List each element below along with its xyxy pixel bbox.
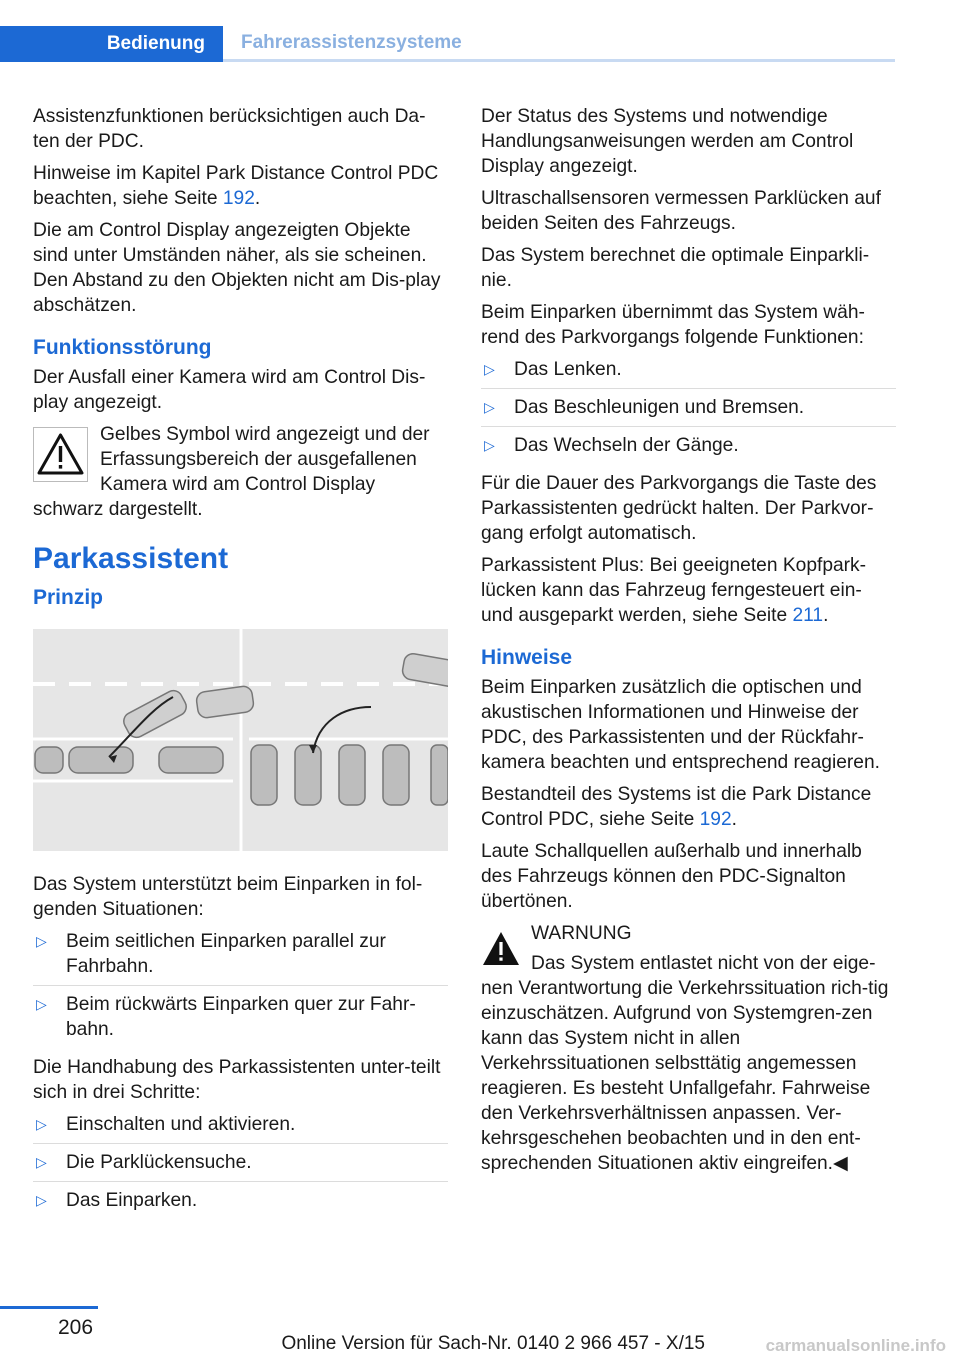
triangle-bullet-icon: ▷ bbox=[36, 1116, 47, 1132]
list-item bbox=[481, 395, 896, 427]
triangle-bullet-icon: ▷ bbox=[484, 437, 495, 453]
situation-list bbox=[33, 929, 448, 1048]
list-item-text: Die Parklückensuche. bbox=[66, 1152, 252, 1173]
list-item bbox=[33, 1112, 448, 1144]
list-item bbox=[33, 1188, 448, 1219]
paragraph: Laute Schallquellen außerhalb und innerhalb des Fahrzeugs können den PDC-Signalton übertönen. bbox=[481, 841, 862, 912]
paragraph: Assistenzfunktionen berücksichtigen auch Da-ten der PDC. bbox=[33, 106, 426, 152]
list-item-text: Beim rückwärts Einparken quer zur Fahr-bahn. bbox=[66, 994, 416, 1040]
list-item bbox=[481, 433, 896, 464]
paragraph: Beim Einparken übernimmt das System wäh-rend des Parkvorgangs folgende Funktionen: bbox=[481, 302, 865, 348]
triangle-bullet-icon: ▷ bbox=[36, 996, 47, 1012]
list-item bbox=[33, 929, 448, 986]
paragraph: Die am Control Display angezeigten Objekte sind unter Umständen näher, als sie scheinen. Den Abstand zu den Objekten nicht am Dis-play abschätzen. bbox=[33, 220, 441, 316]
section-heading-hinweise: Hinweise bbox=[481, 646, 573, 669]
page-number: 206 bbox=[58, 1316, 94, 1339]
warning-title: WARNUNG bbox=[531, 923, 632, 944]
warning-text: Das System entlastet nicht von der eige- bbox=[531, 953, 876, 974]
warning-text-tail: nen Verantwortung die Verkehrssituation rich-tig einzuschätzen. Aufgrund von Systemgren-zen kann das System nicht in allen Verkehrssituationen selbsttätig angemessen reagieren. Es besteht Unfallgefahr. Fahrweise den Verkehrsverhältnissen anpassen. Ver-kehrsgeschehen beobachten und in den ent-sprechenden Situationen aktiv eingreifen.◀ bbox=[481, 978, 889, 1174]
tab-bedienung[interactable]: Bedienung bbox=[0, 26, 223, 62]
paragraph-text: Parkassistent Plus: Bei geeigneten Kopfpark-lücken kann das Fahrzeug ferngesteuert ein- und ausgeparkt werden, siehe Seite bbox=[481, 555, 867, 626]
triangle-bullet-icon: ▷ bbox=[484, 361, 495, 377]
warning-triangle-icon bbox=[481, 929, 521, 969]
paragraph-text: . bbox=[254, 188, 261, 209]
paragraph: Das System unterstützt beim Einparken in fol-genden Situationen: bbox=[33, 874, 423, 920]
warning-text-tail: schwarz dargestellt. bbox=[33, 499, 203, 520]
paragraph: Das System berechnet die optimale Einparkli-nie. bbox=[481, 245, 870, 291]
paragraph: Beim Einparken zusätzlich die optischen und akustischen Informationen und Hinweise der PDC, des Parkassistenten und der Rückfahr-kamera beachten und entsprechend reagieren. bbox=[481, 677, 880, 773]
warning-triangle-icon bbox=[33, 427, 88, 482]
warning-note bbox=[33, 422, 448, 522]
list-item bbox=[33, 992, 448, 1048]
paragraph-text: . bbox=[731, 809, 737, 830]
paragraph: Der Status des Systems und notwendige Handlungsanweisungen werden am Control Display angezeigt. bbox=[481, 106, 854, 177]
list-item-text: Einschalten und aktivieren. bbox=[66, 1114, 296, 1135]
triangle-bullet-icon: ▷ bbox=[36, 1192, 47, 1208]
paragraph-text: Bestandteil des Systems ist die Park Distance Control PDC, siehe Seite bbox=[481, 784, 872, 830]
triangle-bullet-icon: ▷ bbox=[484, 399, 495, 415]
parking-diagram bbox=[33, 629, 448, 851]
paragraph: Die Handhabung des Parkassistenten unter-teilt sich in drei Schritte: bbox=[33, 1057, 441, 1103]
paragraph-text: Hinweise im Kapitel Park Distance Control PDC beachten, siehe Seite bbox=[33, 163, 439, 209]
list-item bbox=[481, 357, 896, 389]
triangle-bullet-icon: ▷ bbox=[36, 933, 47, 949]
watermark: carmanualsonline.info bbox=[765, 1336, 946, 1355]
warning-text: Gelbes Symbol wird angezeigt und der Erfassungsbereich der ausgefallenen Kamera wird am Control Display bbox=[100, 424, 430, 495]
list-item-text: Das Einparken. bbox=[66, 1190, 198, 1211]
paragraph: Ultraschallsensoren vermessen Parklücken auf beiden Seiten des Fahrzeugs. bbox=[481, 188, 881, 234]
list-item-text: Das Wechseln der Gänge. bbox=[514, 435, 739, 456]
page-link[interactable]: 192 bbox=[222, 188, 255, 209]
section-heading-funktionsstoerung: Funktionsstörung bbox=[33, 336, 212, 359]
functions-list bbox=[481, 357, 896, 464]
section-heading-prinzip: Prinzip bbox=[33, 586, 104, 609]
triangle-bullet-icon: ▷ bbox=[36, 1154, 47, 1170]
left-column bbox=[33, 104, 448, 1226]
list-item-text: Beim seitlichen Einparken parallel zur Fahrbahn. bbox=[66, 931, 386, 977]
list-item-text: Das Beschleunigen und Bremsen. bbox=[514, 397, 805, 418]
page-link[interactable]: 192 bbox=[699, 809, 732, 830]
paragraph bbox=[481, 553, 896, 628]
list-item bbox=[33, 1150, 448, 1182]
paragraph bbox=[481, 782, 896, 832]
online-version-note: Online Version für Sach-Nr. 0140 2 966 457 - X/15 bbox=[281, 1333, 705, 1354]
steps-list bbox=[33, 1112, 448, 1219]
list-item-text: Das Lenken. bbox=[514, 359, 622, 380]
paragraph: Der Ausfall einer Kamera wird am Control Dis-play angezeigt. bbox=[33, 367, 426, 413]
tab-fahrerassistenzsysteme[interactable]: Fahrerassistenzsysteme bbox=[223, 26, 895, 62]
page-title-parkassistent: Parkassistent bbox=[33, 542, 229, 575]
header-tabbar bbox=[0, 26, 895, 62]
paragraph bbox=[33, 161, 448, 211]
footer-rule bbox=[0, 1306, 98, 1309]
paragraph: Für die Dauer des Parkvorgangs die Taste des Parkassistenten gedrückt halten. Der Parkvor-gang erfolgt automatisch. bbox=[481, 473, 877, 544]
paragraph-text: . bbox=[823, 605, 829, 626]
page-link[interactable]: 211 bbox=[792, 605, 824, 626]
warning-note bbox=[481, 921, 896, 1176]
right-column bbox=[481, 104, 896, 1183]
